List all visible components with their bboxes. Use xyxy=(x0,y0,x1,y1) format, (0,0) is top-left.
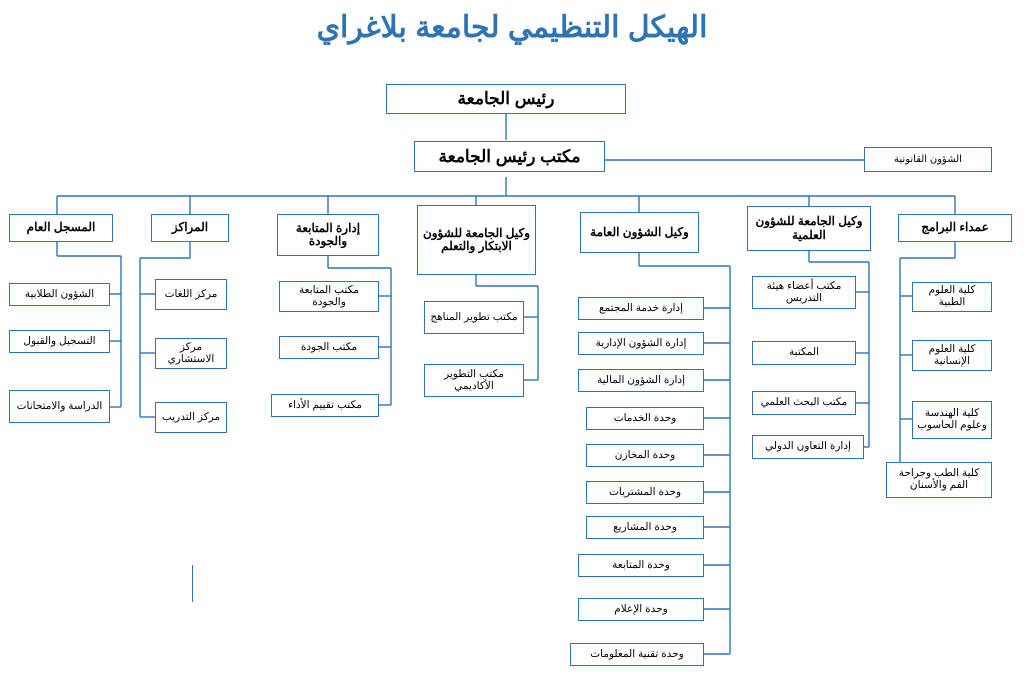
node-it-unit[interactable]: وحدة تقنية المعلومات xyxy=(570,643,704,666)
node-followup-unit[interactable]: وحدة المتابعة xyxy=(578,554,704,577)
node-projects-unit[interactable]: وحدة المشاريع xyxy=(586,516,704,539)
node-faculty-members-office[interactable]: مكتب أعضاء هيئة التدريس xyxy=(752,276,856,309)
node-international-cooperation[interactable]: إدارة التعاون الدولي xyxy=(752,435,864,459)
stray-tick xyxy=(192,565,193,602)
node-warehouses-unit[interactable]: وحدة المخازن xyxy=(586,444,704,467)
node-centers[interactable]: المراكز xyxy=(151,214,229,242)
node-followup-quality-office[interactable]: مكتب المتابعة والجودة xyxy=(279,281,379,312)
node-scientific-research-office[interactable]: مكتب البحث العلمي xyxy=(752,391,856,415)
node-study-examinations[interactable]: الدراسة والامتحانات xyxy=(9,390,110,423)
node-student-affairs[interactable]: الشؤون الطلابية xyxy=(9,283,110,306)
node-vp-general[interactable]: وكيل الشؤون العامة xyxy=(580,212,699,253)
node-curriculum-development-office[interactable]: مكتب تطوير المناهج xyxy=(424,301,524,334)
node-registrar[interactable]: المسجل العام xyxy=(9,214,113,242)
node-deans[interactable]: عمداء البرامج xyxy=(898,214,1012,242)
node-administrative-affairs[interactable]: إدارة الشؤون الإدارية xyxy=(578,332,704,355)
node-vp-scientific[interactable]: وكيل الجامعة للشؤون العلمية xyxy=(747,206,871,251)
node-legal-affairs[interactable]: الشؤون القانونية xyxy=(864,147,992,172)
node-vp-innovation[interactable]: وكيل الجامعة للشؤون الابتكار والتعلم xyxy=(417,205,536,275)
node-languages-center[interactable]: مركز اللغات xyxy=(155,279,227,310)
node-college-humanities[interactable]: كلية العلوم الإنسانية xyxy=(912,340,992,371)
node-president-office[interactable]: مكتب رئيس الجامعة xyxy=(414,141,605,172)
node-financial-affairs[interactable]: إدارة الشؤون المالية xyxy=(578,369,704,392)
node-library[interactable]: المكتبة xyxy=(752,341,856,365)
node-college-dentistry[interactable]: كلية الطب وجراحة الفم والأسنان xyxy=(886,462,992,498)
node-college-medical-sciences[interactable]: كلية العلوم الطبية xyxy=(912,282,992,312)
node-registration-admission[interactable]: التسجيل والقبول xyxy=(9,330,110,353)
node-quality-management[interactable]: إدارة المتابعة والجودة xyxy=(277,214,379,256)
node-training-center[interactable]: مركز التدريب xyxy=(155,402,227,433)
node-quality-office[interactable]: مكتب الجودة xyxy=(279,336,379,359)
node-consulting-center[interactable]: مركز الاستشاري xyxy=(155,338,227,369)
node-services-unit[interactable]: وحدة الخدمات xyxy=(586,407,704,430)
node-performance-evaluation-office[interactable]: مكتب تقييم الأداء xyxy=(271,394,379,417)
node-media-unit[interactable]: وحدة الإعلام xyxy=(578,598,704,621)
page-title: الهيكل التنظيمي لجامعة بلاغراي xyxy=(316,11,708,44)
node-academic-development-office[interactable]: مكتب التطوير الأكاديمي xyxy=(424,364,524,397)
node-purchasing-unit[interactable]: وحدة المشتريات xyxy=(586,481,704,504)
node-college-engineering-computer[interactable]: كلية الهندسة وعلوم الحاسوب xyxy=(912,401,992,439)
node-president[interactable]: رئيس الجامعة xyxy=(386,84,626,114)
node-community-service[interactable]: إدارة خدمة المجتمع xyxy=(578,297,704,320)
